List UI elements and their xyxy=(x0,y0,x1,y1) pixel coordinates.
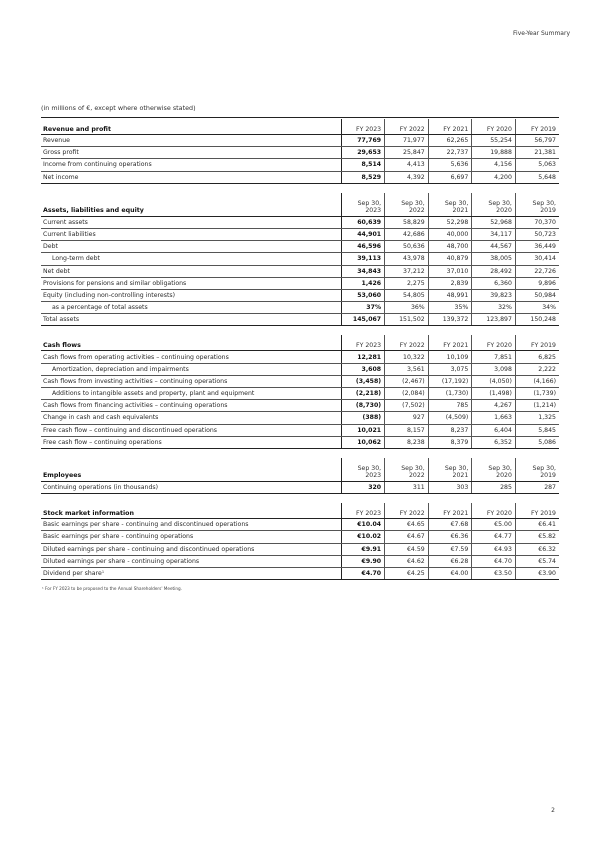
row-label-text: Diluted earnings per share - continuing and discontinued operations xyxy=(43,545,255,553)
cell-value: 4,392 xyxy=(385,171,429,183)
column-header: FY 2020 xyxy=(472,503,516,519)
cell-value: 36,449 xyxy=(515,241,559,253)
cell-value: 2,222 xyxy=(515,363,559,375)
cell-value: 28,492 xyxy=(472,265,516,277)
row-label-text: Revenue xyxy=(43,137,70,145)
table-row xyxy=(41,216,559,228)
cell-value: (388) xyxy=(341,412,385,424)
cell-value: 320 xyxy=(341,481,385,493)
table-employees xyxy=(41,458,559,494)
column-header-line1: Sep 30, xyxy=(532,199,556,207)
cell-value: 8,514 xyxy=(341,159,385,171)
cell-value: €5.82 xyxy=(515,531,559,543)
cell-value: 22,737 xyxy=(428,147,472,159)
cell-value: 5,086 xyxy=(515,436,559,448)
row-label xyxy=(41,543,341,555)
section-gap xyxy=(41,494,559,503)
cell-value: (2,084) xyxy=(385,388,429,400)
column-header: FY 2022 xyxy=(385,119,429,135)
cell-value: 6,352 xyxy=(472,436,516,448)
row-label-text: Net income xyxy=(43,173,79,181)
cell-value: 139,372 xyxy=(428,314,472,326)
row-label xyxy=(41,314,341,326)
row-label xyxy=(41,228,341,240)
cell-value: 10,109 xyxy=(428,351,472,363)
cell-value: 48,700 xyxy=(428,241,472,253)
cell-value: 39,823 xyxy=(472,289,516,301)
cell-value: 40,879 xyxy=(428,253,472,265)
row-label xyxy=(41,388,341,400)
row-label xyxy=(41,277,341,289)
row-label-text: Net debt xyxy=(43,267,70,275)
cell-value: 2,839 xyxy=(428,277,472,289)
row-label xyxy=(41,400,341,412)
cell-value: €6.32 xyxy=(515,543,559,555)
cell-value: 5,063 xyxy=(515,159,559,171)
column-header-line2: 2023 xyxy=(365,207,382,215)
cell-value: 50,984 xyxy=(515,289,559,301)
cell-value: €6.41 xyxy=(515,519,559,531)
cell-value: €3.50 xyxy=(472,567,516,579)
cell-value: 1,663 xyxy=(472,412,516,424)
row-label-text: Provisions for pensions and similar obligations xyxy=(43,279,187,287)
cell-value: 10,322 xyxy=(385,351,429,363)
table-header-row xyxy=(41,458,559,482)
column-header xyxy=(385,193,429,217)
cell-value: (2,218) xyxy=(341,388,385,400)
cell-value: €10.02 xyxy=(341,531,385,543)
cell-value: 4,200 xyxy=(472,171,516,183)
cell-value: €4.70 xyxy=(472,555,516,567)
cell-value: €9.90 xyxy=(341,555,385,567)
table-row xyxy=(41,388,559,400)
cell-value: 6,360 xyxy=(472,277,516,289)
cell-value: (2,467) xyxy=(385,375,429,387)
column-header: FY 2022 xyxy=(385,335,429,351)
table-row xyxy=(41,159,559,171)
row-label xyxy=(41,253,341,265)
cell-value: €4.67 xyxy=(385,531,429,543)
column-header: FY 2021 xyxy=(428,119,472,135)
column-header: FY 2019 xyxy=(515,119,559,135)
cell-value: 52,298 xyxy=(428,216,472,228)
table-row xyxy=(41,481,559,493)
row-label xyxy=(41,159,341,171)
row-label xyxy=(41,567,341,579)
cell-value: 50,723 xyxy=(515,228,559,240)
cell-value: 70,370 xyxy=(515,216,559,228)
table-row xyxy=(41,277,559,289)
section-title: Cash flows xyxy=(41,335,341,351)
column-header xyxy=(341,458,385,482)
row-label xyxy=(41,363,341,375)
column-header xyxy=(515,193,559,217)
cell-value: 37,010 xyxy=(428,265,472,277)
cell-value: 44,901 xyxy=(341,228,385,240)
cell-value: 30,414 xyxy=(515,253,559,265)
cell-value: 7,851 xyxy=(472,351,516,363)
column-header: FY 2019 xyxy=(515,335,559,351)
cell-value: 123,897 xyxy=(472,314,516,326)
cell-value: 56,797 xyxy=(515,135,559,147)
column-header-line2: 2021 xyxy=(452,472,469,480)
row-label xyxy=(41,519,341,531)
cell-value: 6,404 xyxy=(472,424,516,436)
table-revenue xyxy=(41,119,559,184)
table-row xyxy=(41,375,559,387)
table-row xyxy=(41,519,559,531)
footnote: ¹ For FY 2023 to be proposed to the Annual Shareholders' Meeting. xyxy=(42,586,183,592)
row-label-text: Basic earnings per share - continuing operations xyxy=(43,533,194,541)
row-label xyxy=(41,147,341,159)
column-header: FY 2020 xyxy=(472,335,516,351)
cell-value: 43,978 xyxy=(385,253,429,265)
column-header-line2: 2022 xyxy=(408,472,425,480)
cell-value: 58,829 xyxy=(385,216,429,228)
row-label-text: as a percentage of total assets xyxy=(52,304,148,312)
row-label xyxy=(41,375,341,387)
cell-value: 8,238 xyxy=(385,436,429,448)
cell-value: 303 xyxy=(428,481,472,493)
row-label-text: Additions to intangible assets and property, plant and equipment xyxy=(52,390,255,398)
cell-value: 44,567 xyxy=(472,241,516,253)
column-header: FY 2020 xyxy=(472,119,516,135)
cell-value: 48,991 xyxy=(428,289,472,301)
cell-value: €9.91 xyxy=(341,543,385,555)
table-row xyxy=(41,436,559,448)
cell-value: 4,267 xyxy=(472,400,516,412)
cell-value: 60,639 xyxy=(341,216,385,228)
column-header: FY 2023 xyxy=(341,119,385,135)
cell-value: €4.93 xyxy=(472,543,516,555)
column-header: FY 2022 xyxy=(385,503,429,519)
cell-value: 10,062 xyxy=(341,436,385,448)
column-header xyxy=(472,193,516,217)
row-label xyxy=(41,555,341,567)
row-label xyxy=(41,216,341,228)
cell-value: 6,697 xyxy=(428,171,472,183)
cell-value: 55,254 xyxy=(472,135,516,147)
cell-value: (4,509) xyxy=(428,412,472,424)
table-row xyxy=(41,412,559,424)
row-label-text: Cash flows from investing activities – continuing operations xyxy=(43,377,228,385)
page-header-title: Five-Year Summary xyxy=(513,30,570,37)
cell-value: 5,636 xyxy=(428,159,472,171)
table-header-row xyxy=(41,193,559,217)
cell-value: €3.90 xyxy=(515,567,559,579)
cell-value: 2,275 xyxy=(385,277,429,289)
table-assets xyxy=(41,193,559,327)
cell-value: 25,847 xyxy=(385,147,429,159)
table-row xyxy=(41,265,559,277)
row-label-text: Total assets xyxy=(43,316,80,324)
table-row xyxy=(41,567,559,579)
page-number: 2 xyxy=(551,807,555,814)
cell-value: (17,192) xyxy=(428,375,472,387)
cell-value: €10.04 xyxy=(341,519,385,531)
table-cashflows xyxy=(41,335,559,449)
row-label-text: Long-term debt xyxy=(52,255,100,263)
cell-value: 46,596 xyxy=(341,241,385,253)
cell-value: 36% xyxy=(385,302,429,314)
column-header-line2: 2021 xyxy=(452,207,469,215)
cell-value: 53,060 xyxy=(341,289,385,301)
row-label-text: Free cash flow – continuing and discontinued operations xyxy=(43,426,218,434)
cell-value: 5,648 xyxy=(515,171,559,183)
five-year-summary-tables xyxy=(41,119,559,591)
cell-value: 927 xyxy=(385,412,429,424)
cell-value: (8,730) xyxy=(341,400,385,412)
row-label-text: Continuing operations (in thousands) xyxy=(43,484,159,492)
table-row xyxy=(41,531,559,543)
cell-value: 150,248 xyxy=(515,314,559,326)
row-label-text: Current liabilities xyxy=(43,231,96,239)
cell-value: 785 xyxy=(428,400,472,412)
column-header-line1: Sep 30, xyxy=(401,199,425,207)
row-label-text: Change in cash and cash equivalents xyxy=(43,414,159,422)
cell-value: 52,968 xyxy=(472,216,516,228)
cell-value: 4,156 xyxy=(472,159,516,171)
column-header-line2: 2023 xyxy=(365,472,382,480)
column-header-line2: 2022 xyxy=(408,207,425,215)
cell-value: €6.36 xyxy=(428,531,472,543)
table-header-row xyxy=(41,119,559,135)
cell-value: €5.74 xyxy=(515,555,559,567)
cell-value: 145,067 xyxy=(341,314,385,326)
row-label xyxy=(41,481,341,493)
cell-value: €4.65 xyxy=(385,519,429,531)
cell-value: 151,502 xyxy=(385,314,429,326)
cell-value: 39,113 xyxy=(341,253,385,265)
cell-value: 9,896 xyxy=(515,277,559,289)
table-row xyxy=(41,241,559,253)
row-label-text: Dividend per share xyxy=(43,569,102,577)
cell-value: 77,769 xyxy=(341,135,385,147)
row-label xyxy=(41,241,341,253)
section-title: Assets, liabilities and equity xyxy=(41,193,341,217)
column-header-line1: Sep 30, xyxy=(532,464,556,472)
cell-value: 34,117 xyxy=(472,228,516,240)
cell-value: 1,426 xyxy=(341,277,385,289)
cell-value: 8,157 xyxy=(385,424,429,436)
cell-value: 71,977 xyxy=(385,135,429,147)
column-header-line1: Sep 30, xyxy=(357,199,382,207)
cell-value: €4.25 xyxy=(385,567,429,579)
row-label xyxy=(41,265,341,277)
cell-value: (4,166) xyxy=(515,375,559,387)
cell-value: 62,265 xyxy=(428,135,472,147)
cell-value: €5.00 xyxy=(472,519,516,531)
table-row xyxy=(41,351,559,363)
cell-value: €4.70 xyxy=(341,567,385,579)
row-label xyxy=(41,289,341,301)
row-label-text: Amortization, depreciation and impairments xyxy=(52,365,189,373)
cell-value: 4,413 xyxy=(385,159,429,171)
cell-value: 34,843 xyxy=(341,265,385,277)
cell-value: 40,000 xyxy=(428,228,472,240)
cell-value: (1,498) xyxy=(472,388,516,400)
cell-value: €4.00 xyxy=(428,567,472,579)
cell-value: 12,281 xyxy=(341,351,385,363)
section-title: Stock market information xyxy=(41,503,341,519)
cell-value: (3,458) xyxy=(341,375,385,387)
table-row xyxy=(41,543,559,555)
column-header xyxy=(341,193,385,217)
row-label xyxy=(41,436,341,448)
top-rule-divider xyxy=(41,117,559,118)
column-header-line2: 2020 xyxy=(496,207,512,215)
cell-value: 3,098 xyxy=(472,363,516,375)
column-header xyxy=(472,458,516,482)
cell-value: 22,726 xyxy=(515,265,559,277)
cell-value: 5,845 xyxy=(515,424,559,436)
cell-value: €4.77 xyxy=(472,531,516,543)
table-row xyxy=(41,228,559,240)
column-header-line2: 2019 xyxy=(540,472,556,480)
table-header-row xyxy=(41,503,559,519)
column-header-line1: Sep 30, xyxy=(357,464,382,472)
cell-value: 38,005 xyxy=(472,253,516,265)
cell-value: 3,075 xyxy=(428,363,472,375)
cell-value: €7.68 xyxy=(428,519,472,531)
cell-value: 35% xyxy=(428,302,472,314)
column-header-line1: Sep 30, xyxy=(488,199,512,207)
cell-value: 10,021 xyxy=(341,424,385,436)
cell-value: (7,502) xyxy=(385,400,429,412)
table-row xyxy=(41,424,559,436)
row-label-text: Income from continuing operations xyxy=(43,161,152,169)
cell-value: 1,325 xyxy=(515,412,559,424)
table-header-row xyxy=(41,335,559,351)
row-label xyxy=(41,171,341,183)
column-header-line1: Sep 30, xyxy=(444,199,469,207)
footnote-marker: 1 xyxy=(101,569,105,574)
column-header-line1: Sep 30, xyxy=(401,464,425,472)
column-header xyxy=(515,458,559,482)
column-header: FY 2021 xyxy=(428,335,472,351)
cell-value: €4.62 xyxy=(385,555,429,567)
cell-value: 32% xyxy=(472,302,516,314)
cell-value: 29,653 xyxy=(341,147,385,159)
cell-value: 8,379 xyxy=(428,436,472,448)
cell-value: €6.28 xyxy=(428,555,472,567)
row-label xyxy=(41,424,341,436)
table-row xyxy=(41,400,559,412)
column-header xyxy=(428,193,472,217)
table-row xyxy=(41,289,559,301)
section-gap xyxy=(41,449,559,458)
cell-value: (1,214) xyxy=(515,400,559,412)
cell-value: 8,237 xyxy=(428,424,472,436)
cell-value: (1,739) xyxy=(515,388,559,400)
column-header: FY 2023 xyxy=(341,503,385,519)
column-header xyxy=(385,458,429,482)
row-label-text: Gross profit xyxy=(43,149,79,157)
cell-value: 21,381 xyxy=(515,147,559,159)
table-row xyxy=(41,314,559,326)
table-row xyxy=(41,302,559,314)
table-row xyxy=(41,253,559,265)
unit-note: (in millions of €, except where otherwise stated) xyxy=(41,104,196,112)
row-label xyxy=(41,135,341,147)
table-row xyxy=(41,135,559,147)
cell-value: 37% xyxy=(341,302,385,314)
cell-value: 3,561 xyxy=(385,363,429,375)
section-gap xyxy=(41,184,559,193)
column-header: FY 2019 xyxy=(515,503,559,519)
table-row xyxy=(41,363,559,375)
cell-value: 54,805 xyxy=(385,289,429,301)
cell-value: €7.59 xyxy=(428,543,472,555)
column-header: FY 2021 xyxy=(428,503,472,519)
section-gap xyxy=(41,326,559,335)
cell-value: (4,050) xyxy=(472,375,516,387)
column-header: FY 2023 xyxy=(341,335,385,351)
cell-value: 287 xyxy=(515,481,559,493)
row-label-text: Current assets xyxy=(43,218,88,226)
row-label xyxy=(41,302,341,314)
row-label-text: Cash flows from operating activities – continuing operations xyxy=(43,353,229,361)
row-label-text: Basic earnings per share - continuing and discontinued operations xyxy=(43,521,249,529)
cell-value: 34% xyxy=(515,302,559,314)
cell-value: 8,529 xyxy=(341,171,385,183)
section-title: Revenue and profit xyxy=(41,119,341,135)
cell-value: 50,636 xyxy=(385,241,429,253)
row-label-text: Equity (including non-controlling interests) xyxy=(43,291,176,299)
column-header-line1: Sep 30, xyxy=(444,464,469,472)
cell-value: 6,825 xyxy=(515,351,559,363)
column-header-line2: 2020 xyxy=(496,472,512,480)
column-header xyxy=(428,458,472,482)
row-label-text: Diluted earnings per share - continuing operations xyxy=(43,557,200,565)
table-row xyxy=(41,555,559,567)
cell-value: 19,888 xyxy=(472,147,516,159)
row-label-text: Debt xyxy=(43,243,58,251)
column-header-line2: 2019 xyxy=(540,207,556,215)
cell-value: 311 xyxy=(385,481,429,493)
row-label-text: Cash flows from financing activities – continuing operations xyxy=(43,402,228,410)
row-label xyxy=(41,351,341,363)
table-row xyxy=(41,171,559,183)
cell-value: 42,686 xyxy=(385,228,429,240)
cell-value: (1,730) xyxy=(428,388,472,400)
column-header-line1: Sep 30, xyxy=(488,464,512,472)
row-label-text: Free cash flow – continuing operations xyxy=(43,438,162,446)
section-title: Employees xyxy=(41,458,341,482)
cell-value: €4.59 xyxy=(385,543,429,555)
cell-value: 285 xyxy=(472,481,516,493)
row-label xyxy=(41,412,341,424)
cell-value: 37,212 xyxy=(385,265,429,277)
row-label xyxy=(41,531,341,543)
table-row xyxy=(41,147,559,159)
cell-value: 3,608 xyxy=(341,363,385,375)
table-stock xyxy=(41,503,559,580)
